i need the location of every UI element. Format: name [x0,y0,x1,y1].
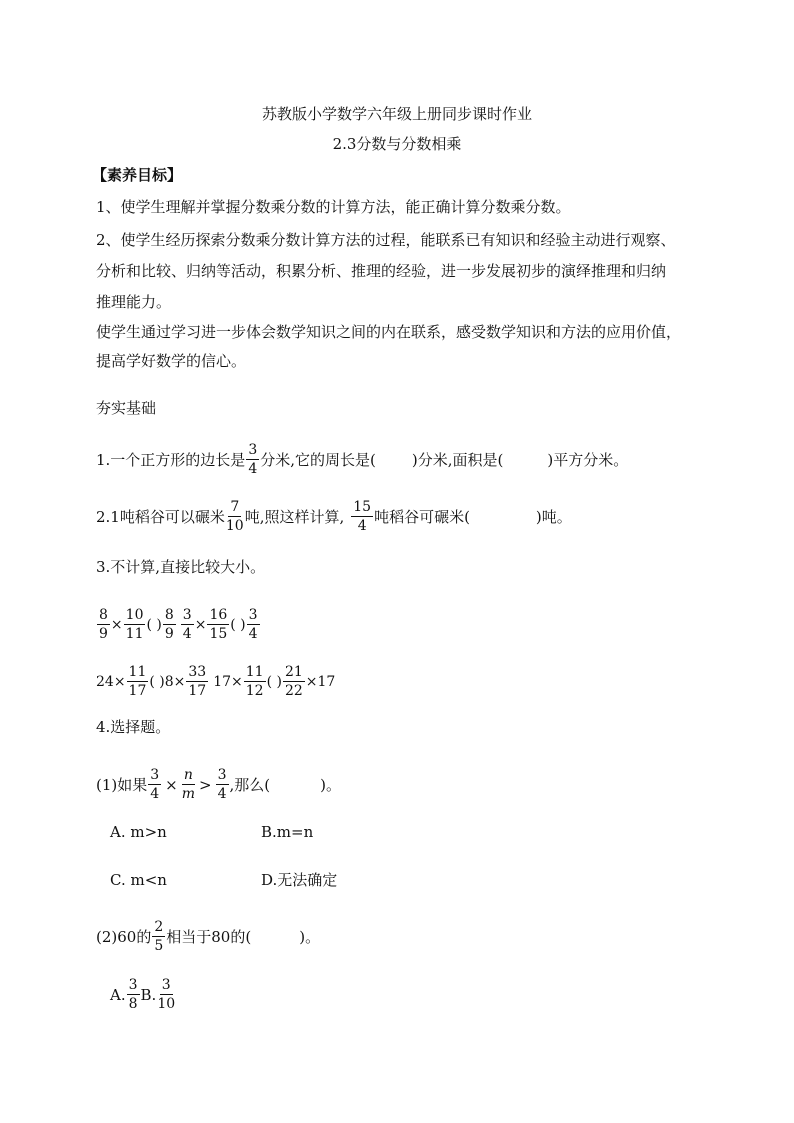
fraction-numerator: 7 [230,499,240,515]
q4-s1-text-end: )。 [320,775,342,794]
q4-s2-text-mid: 相当于80的( [166,927,252,946]
fraction-numerator: 3 [128,977,138,993]
goal-2-line-2 [96,261,666,281]
question-1 [96,443,628,476]
fraction-numerator: 3 [182,607,192,623]
q3-r1-frac-c [163,608,176,641]
times-sign: × [165,775,178,794]
fraction-numerator: 3 [248,442,258,458]
doc-title [0,104,794,124]
q1-text-pre: 1.一个正方形的边长是 [96,450,246,469]
doc-subtitle-text: 2.3分数与分数相乘 [332,135,462,153]
goals-heading-text: 【素养目标】 [92,166,183,184]
question-3-label [96,557,265,577]
fraction-denominator: 12 [245,683,264,699]
goals-heading [92,165,182,185]
q4-s1-text-post: ,那么( [229,775,271,794]
q3-r2-frac-f [283,665,305,698]
goal-2-line-3 [96,292,171,312]
fraction-numerator: 3 [248,607,258,623]
fraction-denominator: 22 [284,683,303,699]
fraction-denominator: 8 [128,996,138,1012]
fraction-numerator: n [183,767,193,783]
compare-blank-1[interactable]: ( ) [146,616,162,633]
times-sign: × [110,616,123,633]
q3-r1-frac-b [124,608,146,641]
q1-fraction [246,443,259,476]
option-b-text: B. [140,985,157,1004]
q3-r2-frac-b [127,665,149,698]
q4-s2-text-pre: (2)60的 [96,927,152,946]
q4-s1-frac-b [182,768,195,801]
option-c-text: C. m<n [110,871,167,889]
q1-text-mid2: )分米,面积是( [411,450,504,469]
option-a-fraction [127,978,140,1011]
q4-s2-option-a[interactable] [110,978,141,1011]
fraction-denominator: m [181,786,196,802]
fraction-numerator: 21 [284,664,303,680]
fraction-numerator: 3 [150,767,160,783]
q3-r1-frac-a [97,608,110,641]
q4-s1-option-a[interactable] [110,822,167,842]
goal-3-line-2 [96,351,246,371]
q4-s1-option-c[interactable] [110,870,167,890]
fraction-denominator: 4 [248,626,258,642]
q2-fraction-1 [226,500,244,533]
option-a-text: A. m>n [110,823,167,841]
question-4-label [96,717,170,737]
q4-s2-option-b[interactable] [141,978,177,1011]
goal-1 [96,197,571,217]
q3-r2-frac-e [244,665,266,698]
fraction-denominator: 4 [357,518,367,534]
goal-3-line-2-text: 提高学好数学的信心。 [96,352,247,370]
fraction-denominator: 10 [157,996,176,1012]
fraction-numerator: 2 [154,919,164,935]
section-label [96,398,156,418]
goal-3-line-1-text: 使学生通过学习进一步体会数学知识之间的内在联系，感受数学知识和方法的应用价值， [96,323,682,341]
option-b-text: B.m=n [261,823,314,841]
fraction-numerator: 3 [217,767,227,783]
q2-text-mid2: 吨稻谷可碾米( [374,507,470,526]
fraction-denominator: 15 [209,626,228,642]
q2-text-pre: 2.1吨稻谷可以碾米 [96,507,225,526]
fraction-numerator: 11 [245,664,264,680]
q2-fraction-2 [351,500,373,533]
compare-blank-2[interactable]: ( ) [230,616,246,633]
q4-sub-1 [96,768,341,801]
q3-r2-text-a: 24× [96,673,126,690]
fraction-denominator: 4 [182,626,192,642]
q4-s2-text-end: )。 [299,927,321,946]
option-a-text: A. [110,985,126,1004]
q3-r2-text-d: 17× [213,673,243,690]
fraction-numerator: 33 [188,664,207,680]
fraction-numerator: 8 [164,607,174,623]
goal-2-line-3-text: 推理能力。 [96,293,172,311]
fraction-denominator: 9 [164,626,174,642]
section-label-text: 夯实基础 [96,399,157,417]
q3-r1-frac-f [247,608,260,641]
q3-label-text: 3.不计算,直接比较大小。 [96,558,266,576]
greater-than-sign: > [199,775,212,794]
q4-s2-frac-a [152,920,165,953]
fraction-denominator: 4 [150,786,160,802]
option-b-fraction [157,978,175,1011]
q4-s2-options [110,978,176,1011]
compare-blank-4[interactable]: ( ) [266,673,282,690]
goal-2-line-1 [96,230,676,250]
fraction-numerator: 11 [128,664,147,680]
compare-blank-3[interactable]: ( )8× [149,673,186,690]
goal-2-line-1-text: 2、使学生经历探索分数乘分数计算方法的过程，能联系已有知识和经验主动进行观察、 [96,231,676,249]
fraction-numerator: 16 [209,607,228,623]
fraction-denominator: 4 [248,461,258,477]
q2-text-post: )吨。 [535,507,572,526]
q4-s1-option-d[interactable] [261,870,337,890]
fraction-denominator: 17 [128,683,147,699]
times-sign: × [194,616,207,633]
q4-s1-frac-c [216,768,229,801]
fraction-denominator: 10 [225,518,244,534]
goal-2-line-2-text: 分析和比较、归纳等活动，积累分析、推理的经验，进一步发展初步的演绎推理和归纳 [96,262,667,280]
q4-s1-text-pre: (1)如果 [96,775,148,794]
fraction-denominator: 17 [188,683,207,699]
q2-text-mid: 吨,照这样计算, [244,507,345,526]
fraction-numerator: 8 [99,607,108,623]
q3-r2-frac-c [186,665,208,698]
q3-r1-frac-d [181,608,194,641]
q4-label-text: 4.选择题。 [96,718,171,736]
fraction-numerator: 3 [161,977,171,993]
q4-sub-2 [96,920,320,953]
q3-r2-text-g: ×17 [305,673,336,690]
doc-title-text: 苏教版小学数学六年级上册同步课时作业 [261,105,532,123]
option-d-text: D.无法确定 [261,871,338,889]
fraction-denominator: 4 [217,786,227,802]
q3-row-2 [96,665,335,698]
fraction-denominator: 5 [154,938,164,954]
fraction-numerator: 15 [353,499,372,515]
doc-subtitle [0,134,794,154]
fraction-numerator: 10 [125,607,144,623]
fraction-denominator: 9 [99,626,108,642]
q1-text-post: )平方分米。 [547,450,629,469]
q1-text-mid: 分米,它的周长是( [260,450,376,469]
q4-s1-option-b[interactable] [261,822,313,842]
goal-1-text: 1、使学生理解并掌握分数乘分数的计算方法，能正确计算分数乘分数。 [96,198,571,216]
goal-3-line-1 [96,322,681,342]
q3-row-1 [96,608,261,641]
question-2 [96,500,572,533]
q3-r1-frac-e [207,608,229,641]
q4-s1-frac-a [148,768,161,801]
fraction-denominator: 11 [125,626,144,642]
